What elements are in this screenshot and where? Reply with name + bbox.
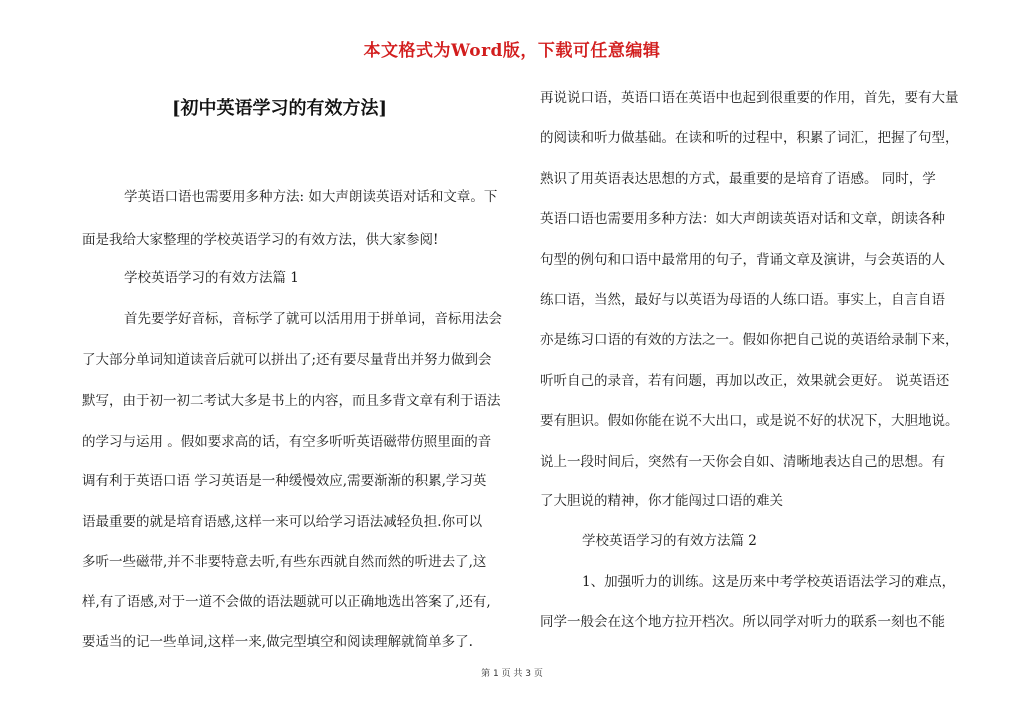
paragraph-line: 首先要学好音标，音标学了就可以活用用于拼单词，音标用法会 bbox=[124, 311, 502, 327]
paragraph-line: 了大部分单词知道读音后就可以拼出了;还有要尽量背出并努力做到会 bbox=[82, 352, 492, 368]
paragraph-line: 调有利于英语口语 学习英语是一种缓慢效应,需要渐渐的积累,学习英 bbox=[82, 473, 487, 489]
paragraph-line: 亦是练习口语的有效的方法之一。假如你把自己说的英语给录制下来， bbox=[540, 332, 959, 348]
paragraph-line: 默写，由于初一初二考试大多是书上的内容，而且多背文章有利于语法 bbox=[82, 393, 501, 409]
page-footer: 第 1 页 共 3 页 bbox=[481, 669, 543, 679]
document-title: [初中英语学习的有效方法] bbox=[172, 98, 388, 119]
paragraph-line: 要有胆识。假如你能在说不大出口，或是说不好的状况下，大胆地说。 bbox=[540, 413, 959, 429]
paragraph-line: 句型的例句和口语中最常用的句子，背诵文章及演讲，与会英语的人 bbox=[540, 252, 945, 268]
paragraph-line: 要适当的记一些单词,这样一来,做完型填空和阅读理解就简单多了. bbox=[82, 634, 473, 650]
paragraph-line: 语最重要的就是培育语感,这样一来可以给学习语法减轻负担.你可以 bbox=[82, 514, 483, 530]
paragraph-line: 同学一般会在这个地方拉开档次。所以同学对听力的联系一刻也不能 bbox=[540, 614, 945, 630]
format-banner: 本文格式为Word版，下载可任意编辑 bbox=[363, 41, 661, 61]
paragraph-line: 说上一段时间后，突然有一天你会自如、清晰地表达自己的思想。有 bbox=[540, 454, 945, 470]
paragraph-line: 面是我给大家整理的学校英语学习的有效方法，供大家参阅! bbox=[82, 232, 439, 248]
paragraph-line: 熟识了用英语表达思想的方式，最重要的是培育了语感。 同时，学 bbox=[540, 171, 936, 187]
paragraph-line: 的学习与运用 。假如要求高的话，有空多听听英语磁带仿照里面的音 bbox=[82, 434, 492, 450]
paragraph-line: 1、加强听力的训练。这是历来中考学校英语语法学习的难点， bbox=[582, 574, 956, 590]
paragraph-line: 样,有了语感,对于一道不会做的语法题就可以正确地选出答案了,还有, bbox=[82, 594, 491, 610]
paragraph-line: 的阅读和听力做基础。在读和听的过程中，积累了词汇，把握了句型， bbox=[540, 130, 959, 146]
paragraph-line: 多听一些磁带,并不非要特意去听,有些东西就自然而然的听进去了,这 bbox=[82, 554, 487, 570]
paragraph-line: 学英语口语也需要用多种方法: 如大声朗读英语对话和文章。下 bbox=[124, 189, 498, 205]
paragraph-line: 听听自己的录音，若有问题，再加以改正，效果就会更好。 说英语还 bbox=[540, 373, 950, 389]
paragraph-line: 练口语，当然，最好与以英语为母语的人练口语。事实上，自言自语 bbox=[540, 292, 945, 308]
paragraph-line: 了大胆说的精神，你才能闯过口语的难关 bbox=[540, 493, 783, 509]
paragraph-line: 英语口语也需要用多种方法：如大声朗读英语对话和文章，朗读各种 bbox=[540, 211, 945, 227]
paragraph-line: 再说说口语，英语口语在英语中也起到很重要的作用，首先，要有大量 bbox=[540, 90, 959, 106]
section-heading: 学校英语学习的有效方法篇 1 bbox=[124, 270, 299, 286]
section-heading: 学校英语学习的有效方法篇 2 bbox=[582, 533, 757, 549]
